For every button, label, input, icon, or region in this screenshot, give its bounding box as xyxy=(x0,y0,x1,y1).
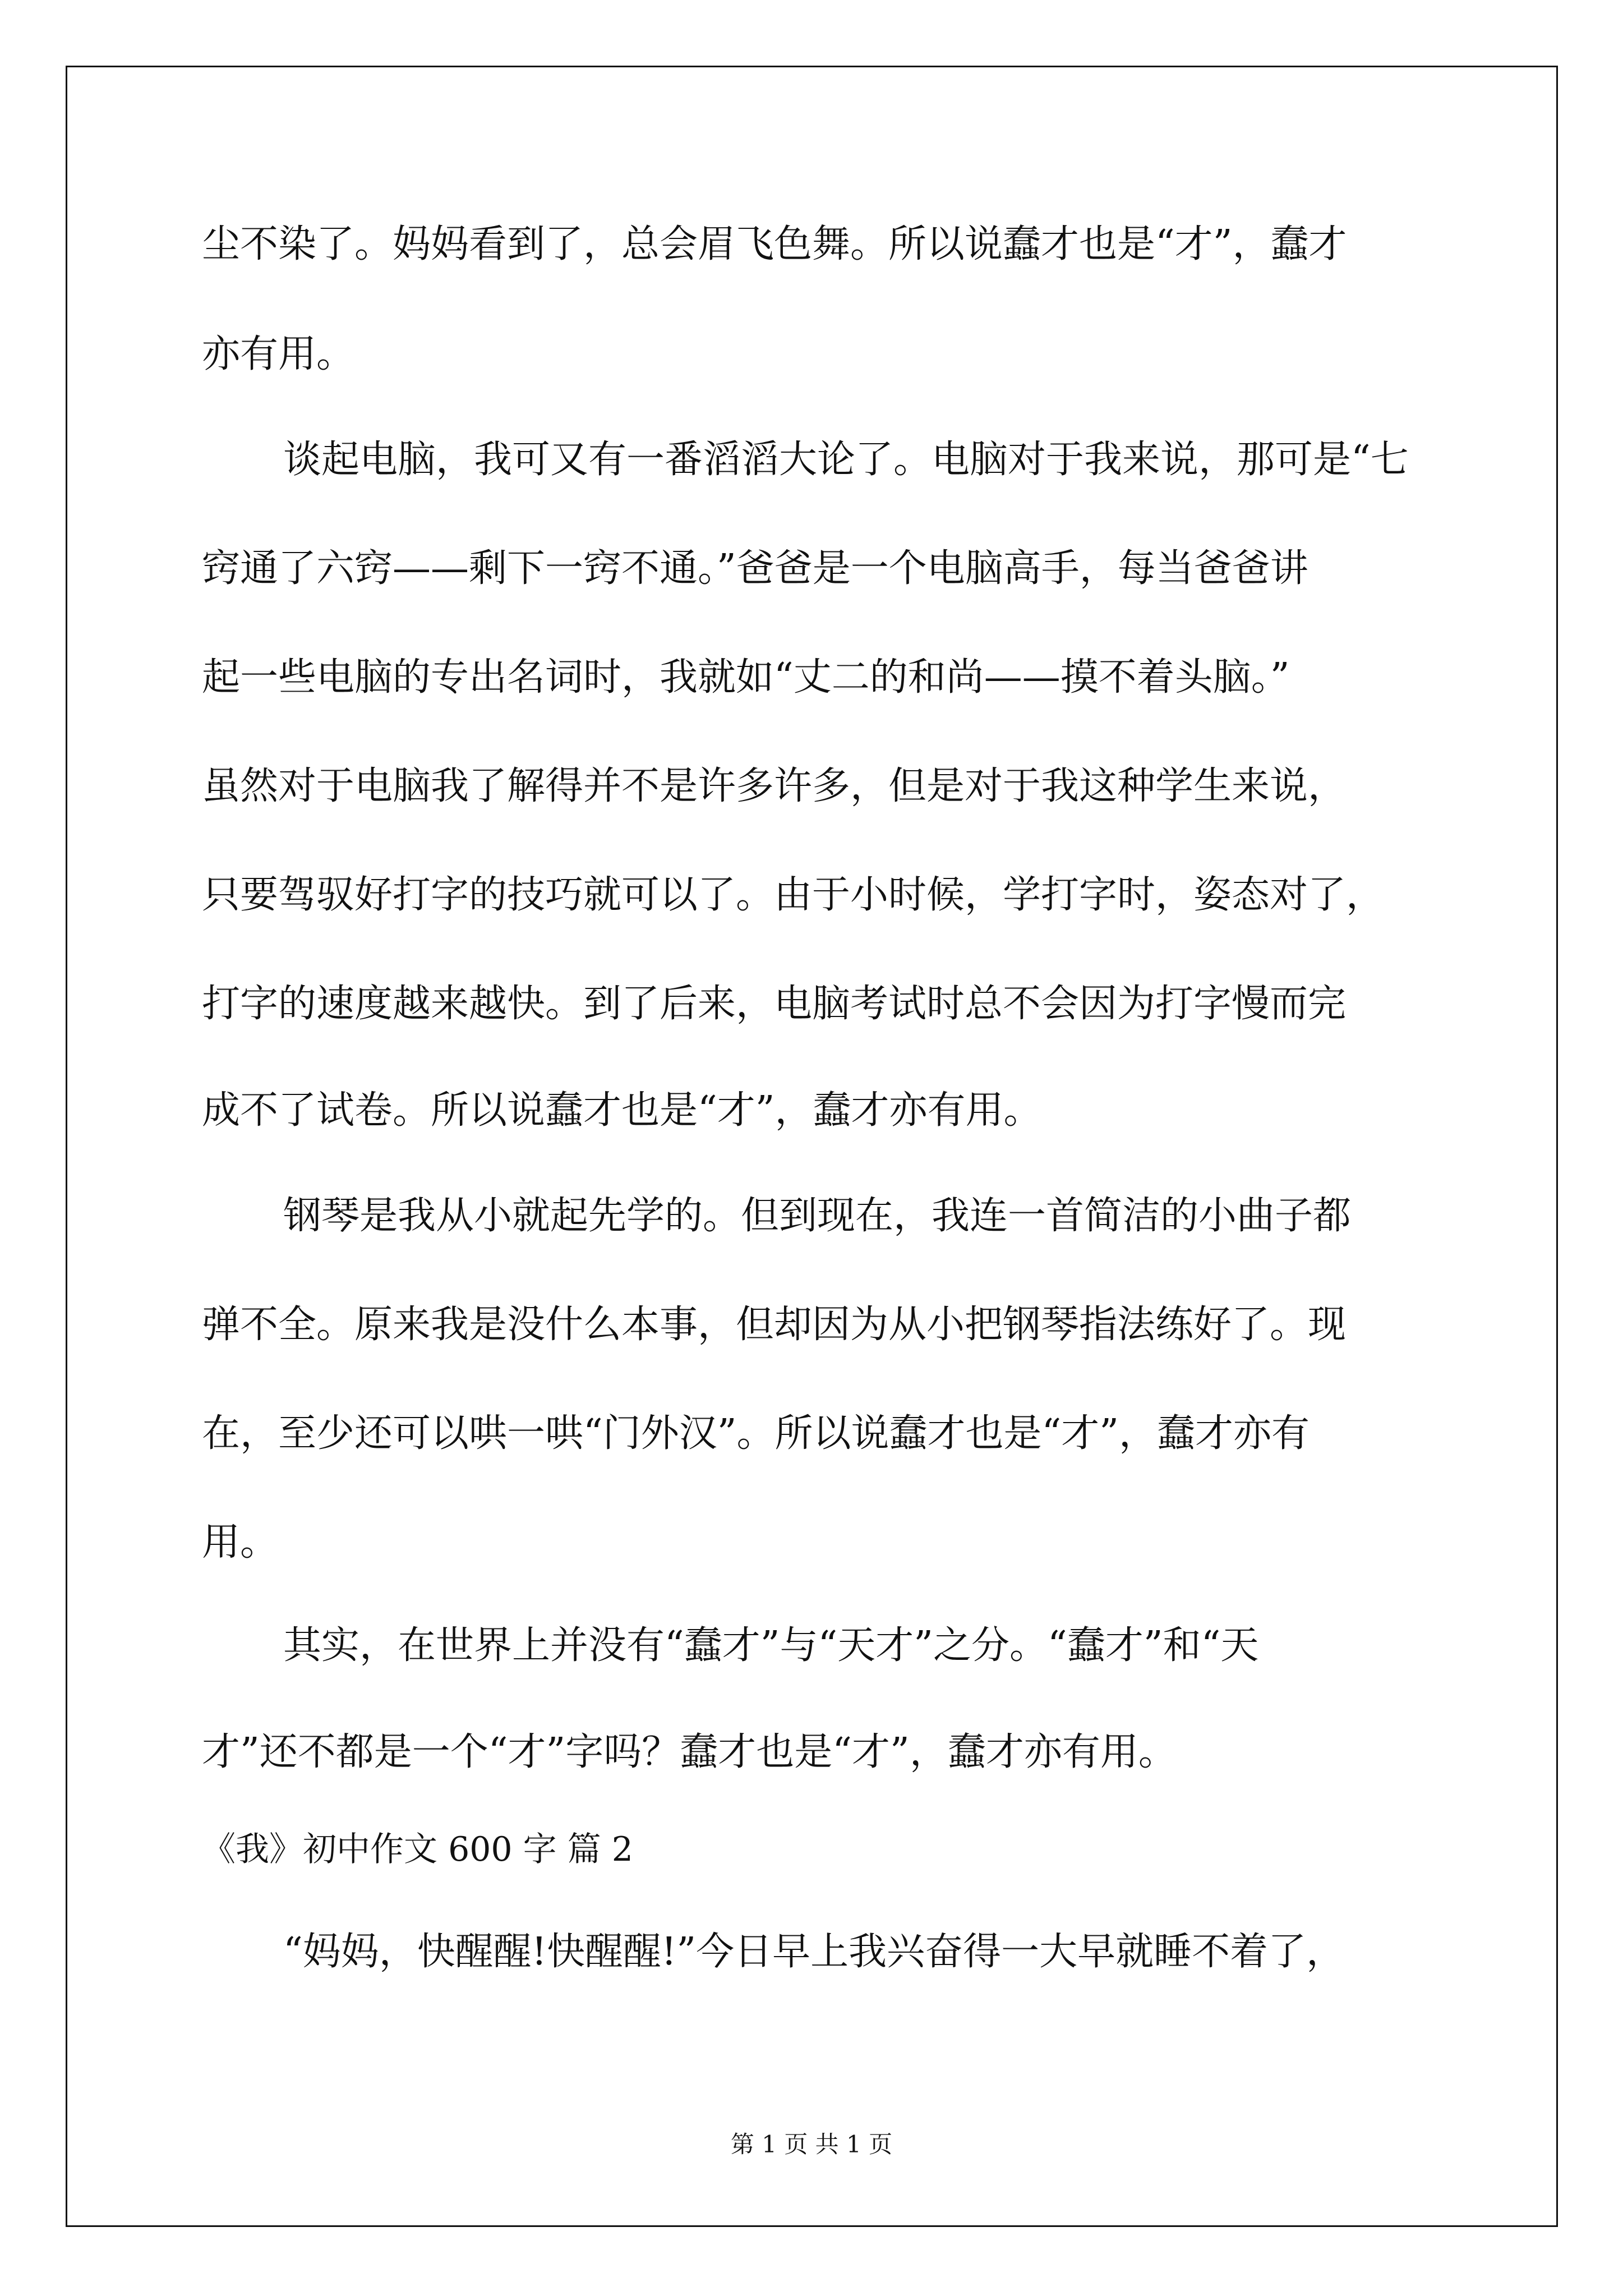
text-line-8: 打字的速度越来越快。到了后来，电脑考试时总不会因为打字慢而完 xyxy=(202,982,1347,1026)
page-footer: 第 1 页 共 1 页 xyxy=(730,2131,893,2158)
text-line-13: 用。 xyxy=(202,1520,279,1565)
text-line-10: 钢琴是我从小就起先学的。但到现在，我连一首简洁的小曲子都 xyxy=(283,1194,1352,1238)
text-line-9: 成不了试卷。所以说蠢才也是“才”，蠢才亦有用。 xyxy=(202,1088,1042,1133)
text-line-12: 在，至少还可以哄一哄“门外汉”。所以说蠢才也是“才”，蠢才亦有 xyxy=(202,1411,1310,1456)
text-line-1: 尘不染了。妈妈看到了，总会眉飞色舞。所以说蠢才也是“才”，蠢才 xyxy=(202,222,1347,266)
section-heading: 《我》初中作文 600 字 篇 2 xyxy=(202,1830,633,1869)
text-line-5: 起一些电脑的专出名词时，我就如“丈二的和尚——摸不着头脑。” xyxy=(202,655,1290,700)
text-line-3: 谈起电脑，我可又有一番滔滔大论了。电脑对于我来说，那可是“七 xyxy=(283,438,1409,482)
text-line-2: 亦有用。 xyxy=(202,332,355,376)
page-border xyxy=(66,66,1558,2227)
text-line-4: 窍通了六窍——剩下一窍不通。”爸爸是一个电脑高手，每当爸爸讲 xyxy=(202,546,1308,591)
text-line-15: 才”还不都是一个“才”字吗？蠢才也是“才”，蠢才亦有用。 xyxy=(202,1730,1177,1774)
text-line-14: 其实，在世界上并没有“蠢才”与“天才”之分。“蠢才”和“天 xyxy=(283,1623,1259,1668)
text-line-7: 只要驾驭好打字的技巧就可以了。由于小时候，学打字时，姿态对了， xyxy=(202,873,1385,917)
text-line-6: 虽然对于电脑我了解得并不是许多许多，但是对于我这种学生来说， xyxy=(202,764,1347,808)
text-line-16: “妈妈，快醒醒!快醒醒!”今日早上我兴奋得一大早就睡不着了， xyxy=(283,1930,1345,1974)
text-line-11: 弹不全。原来我是没什么本事，但却因为从小把钢琴指法练好了。现 xyxy=(202,1303,1347,1347)
